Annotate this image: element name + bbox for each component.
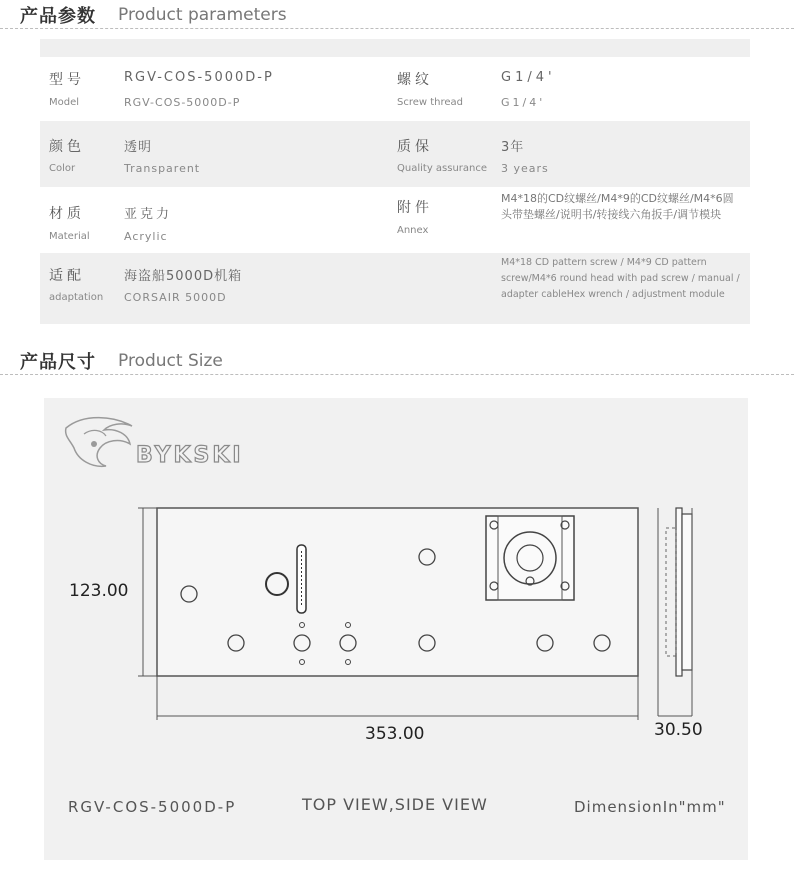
label-material-en: Material <box>49 231 90 242</box>
label-color-en: Color <box>49 163 76 174</box>
dimension-height: 123.00 <box>69 581 129 601</box>
value-color-en: Transparent <box>124 162 201 175</box>
footer-units: DimensionIn"mm" <box>574 798 726 816</box>
parameters-table <box>40 39 750 324</box>
value-annex-en: M4*18 CD pattern screw / M4*9 CD pattern screw/M4*6 round head with pad screw / manual / adapter cableHex wrench / adjustment module <box>501 257 740 300</box>
label-thread-en: Screw thread <box>397 97 464 108</box>
value-adaptation-en: CORSAIR 5000D <box>124 291 227 304</box>
pump-module <box>486 516 574 600</box>
logo-text: BYKSKI <box>136 443 244 468</box>
section-title-en: Product parameters <box>118 5 287 25</box>
footer-view: TOP VIEW,SIDE VIEW <box>302 795 488 814</box>
section-title-zh: 产品尺寸 <box>20 352 96 373</box>
dimension-width: 353.00 <box>365 724 425 744</box>
section-title-zh: 产品参数 <box>20 6 96 27</box>
table-header-band <box>40 39 750 57</box>
value-material-en: Acrylic <box>124 230 168 243</box>
value-thread: G1/4' <box>501 70 556 85</box>
section-title-en: Product Size <box>118 351 223 371</box>
side-view <box>658 508 692 716</box>
value-model-en: RGV-COS-5000D-P <box>124 96 241 109</box>
label-model-en: Model <box>49 97 80 108</box>
label-material-zh: 材质 <box>49 206 85 222</box>
label-thread-zh: 螺纹 <box>397 72 433 88</box>
value-material: 亚克力 <box>124 207 173 222</box>
table-row <box>40 121 750 187</box>
value-annex-zh: M4*18的CD纹螺丝/M4*9的CD纹螺丝/M4*6圆头带垫螺丝/说明书/转接线六角扳手/调节模块 <box>501 192 734 221</box>
label-adaptation-zh: 适配 <box>49 268 85 284</box>
dimension-drawing <box>44 398 748 860</box>
label-color-zh: 颜色 <box>49 139 85 155</box>
label-warranty-en: Quality assurance <box>397 163 488 174</box>
section-header-parameters <box>0 0 794 29</box>
value-adaptation: 海盗船5000D机箱 <box>124 269 243 284</box>
value-color: 透明 <box>124 140 153 155</box>
label-adaptation-en: adaptation <box>49 292 104 303</box>
dimension-depth: 30.50 <box>654 720 703 740</box>
value-warranty-en: 3 years <box>501 162 549 175</box>
label-annex-zh: 附件 <box>397 200 433 216</box>
byksky-logo <box>66 418 132 467</box>
table-row <box>40 187 750 253</box>
footer-model: RGV-COS-5000D-P <box>68 798 237 816</box>
value-warranty: 3年 <box>501 140 525 155</box>
table-row <box>40 57 750 121</box>
section-header-size <box>0 346 794 375</box>
table-row <box>40 253 750 324</box>
value-thread-en: G1/4' <box>501 96 546 109</box>
label-model-zh: 型号 <box>49 72 85 88</box>
label-annex-en: Annex <box>397 225 429 236</box>
drawing-svg <box>44 398 748 860</box>
label-warranty-zh: 质保 <box>397 139 433 155</box>
value-model: RGV-COS-5000D-P <box>124 70 274 85</box>
